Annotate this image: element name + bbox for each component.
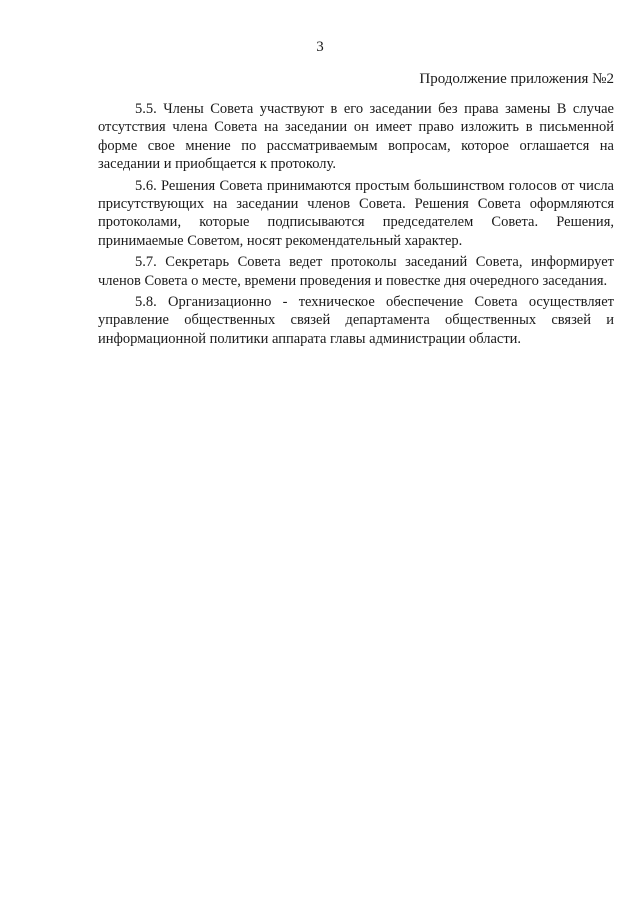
paragraph-5-7: 5.7. Секретарь Совета ведет протоколы заседаний Совета, информирует членов Совета о месте, времени проведения и повестке дня очередного заседания.: [98, 254, 614, 289]
document-body: [98, 100, 614, 348]
page-number: 3: [316, 39, 324, 55]
appendix-heading: Продолжение приложения №2: [419, 71, 614, 87]
paragraph-5-8: 5.8. Организационно - техническое обеспечение Совета осуществляет управление общественных связей департамента общественных связей и информационной политики аппарата главы администрации области.: [98, 294, 614, 347]
paragraph-5-5: 5.5. Члены Совета участвуют в его заседании без права замены В случае отсутствия члена Совета на заседании он имеет право изложить в письменной форме свое мнение по рассматриваемым вопросам, которое оглашается на заседании и приобщается к протоколу.: [98, 101, 614, 173]
paragraph-5-6: 5.6. Решения Совета принимаются простым большинством голосов от числа присутствующих на заседании членов Совета. Решения Совета оформляются протоколами, которые подписываются председателем Совета. Решения, принимаемые Советом, носят рекомендательный характер.: [98, 177, 614, 249]
